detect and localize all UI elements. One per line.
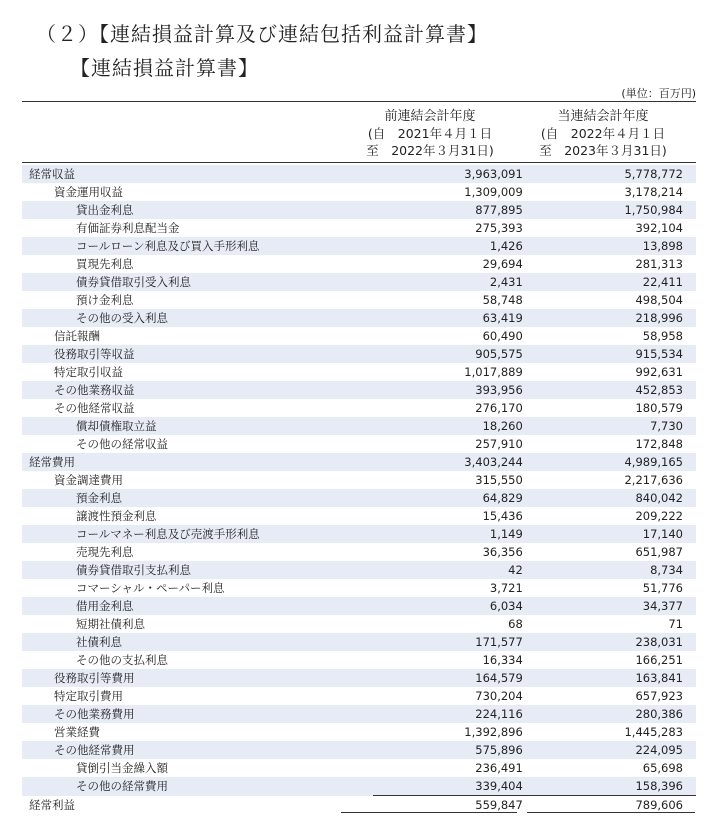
bottom-rule-current [527, 812, 695, 813]
current-year-value: 789,606 [533, 796, 696, 815]
column-title: 当連結会計年度 [557, 109, 649, 124]
current-year-value: 281,313 [635, 257, 683, 271]
prior-year-value: 276,170 [475, 401, 523, 415]
table-row [22, 399, 696, 417]
prior-year-value: 36,356 [482, 545, 523, 559]
row-label: 経常収益 [22, 165, 373, 183]
current-year-value: 17,140 [533, 525, 696, 543]
table-row [22, 615, 696, 633]
table-row [22, 669, 696, 687]
statement-title: （２）【連結損益計算及び連結包括利益計算書】 [36, 22, 488, 46]
prior-year-value: 575,896 [373, 741, 533, 759]
row-label: 役務取引等収益 [22, 345, 373, 363]
current-year-value: 224,095 [533, 741, 696, 759]
current-year-value: 163,841 [533, 669, 696, 687]
row-label: 売現先利息 [76, 545, 134, 559]
current-year-value: 7,730 [533, 417, 696, 435]
income-statement-table [22, 165, 696, 814]
period-to: 至 2023年３月31日) [539, 143, 667, 158]
current-year-value: 5,778,772 [533, 165, 696, 183]
table-row [22, 777, 696, 796]
prior-year-value: 6,034 [373, 597, 533, 615]
prior-year-value: 171,577 [373, 633, 533, 651]
current-year-value: 51,776 [642, 581, 683, 595]
table-row [22, 651, 696, 669]
prior-year-value: 339,404 [373, 777, 533, 796]
prior-year-value: 1,149 [373, 525, 533, 543]
prior-year-value: 18,260 [373, 417, 533, 435]
row-label: 預金利息 [22, 489, 373, 507]
table-row [22, 327, 696, 345]
current-year-value: 915,534 [533, 345, 696, 363]
current-year-value: 392,104 [635, 221, 683, 235]
prior-year-value: 1,017,889 [464, 365, 523, 379]
table-row [22, 723, 696, 741]
table-row [22, 417, 696, 435]
table-row [22, 597, 696, 615]
table-row [22, 561, 696, 579]
prior-year-value: 29,694 [482, 257, 523, 271]
row-label: その他業務費用 [22, 705, 373, 723]
prior-year-value: 42 [373, 561, 533, 579]
row-label: 特定取引費用 [54, 689, 123, 703]
prior-year-value: 730,204 [475, 689, 523, 703]
row-label: その他経常収益 [54, 401, 135, 415]
table-row [22, 363, 696, 381]
prior-year-value: 2,431 [373, 273, 533, 291]
current-year-value: 452,853 [533, 381, 696, 399]
table-row [22, 471, 696, 489]
column-header-current-year [518, 108, 688, 159]
current-year-value: 172,848 [635, 437, 683, 451]
current-year-value: 651,987 [635, 545, 683, 559]
table-row [22, 759, 696, 777]
prior-year-value: 3,403,244 [373, 453, 533, 471]
row-label: その他の経常費用 [22, 777, 373, 796]
current-year-value: 71 [668, 617, 683, 631]
column-title: 前連結会計年度 [384, 109, 476, 124]
prior-year-value: 905,575 [373, 345, 533, 363]
table-row [22, 309, 696, 327]
period-to: 至 2022年３月31日) [366, 143, 494, 158]
row-label: 経常費用 [22, 453, 373, 471]
current-year-value: 22,411 [533, 273, 696, 291]
table-row [22, 579, 696, 597]
column-header-prior-year [345, 108, 515, 159]
row-label: その他の受入利息 [22, 309, 373, 327]
prior-year-value: 3,721 [489, 581, 523, 595]
row-label: その他業務収益 [22, 381, 373, 399]
table-row [22, 165, 696, 183]
row-label: コマーシャル・ペーパー利息 [76, 581, 225, 595]
prior-year-value: 559,847 [373, 796, 533, 815]
prior-year-value: 275,393 [475, 221, 523, 235]
table-row [22, 255, 696, 273]
row-label: 債券貸借取引支払利息 [22, 561, 373, 579]
row-label: 預け金利息 [76, 293, 134, 307]
current-year-value: 3,178,214 [624, 185, 683, 199]
row-label: 役務取引等費用 [22, 669, 373, 687]
prior-year-value: 16,334 [482, 653, 523, 667]
row-label: 借用金利息 [22, 597, 373, 615]
row-label: その他経常費用 [22, 741, 373, 759]
current-year-value: 840,042 [533, 489, 696, 507]
current-year-value: 2,217,636 [624, 473, 683, 487]
current-year-value: 498,504 [635, 293, 683, 307]
table-row [22, 381, 696, 399]
table-row [22, 525, 696, 543]
row-label: その他の経常収益 [76, 437, 168, 451]
table-row [22, 345, 696, 363]
table-row [22, 273, 696, 291]
current-year-value: 209,222 [635, 509, 683, 523]
table-row [22, 183, 696, 201]
table-row [22, 435, 696, 453]
table-row [22, 489, 696, 507]
prior-year-value: 58,748 [482, 293, 523, 307]
current-year-value: 180,579 [635, 401, 683, 415]
unit-label: (単位：百万円) [621, 87, 696, 100]
table-row [22, 453, 696, 471]
current-year-value: 280,386 [533, 705, 696, 723]
row-label: 債券貸借取引受入利息 [22, 273, 373, 291]
prior-year-value: 68 [508, 617, 523, 631]
table-row [22, 237, 696, 255]
table-row [22, 741, 696, 759]
row-label: 買現先利息 [76, 257, 134, 271]
prior-year-value: 224,116 [373, 705, 533, 723]
period-from: (自 2022年４月１日 [540, 126, 666, 141]
current-year-value: 166,251 [635, 653, 683, 667]
table-row [22, 201, 696, 219]
current-year-value: 238,031 [533, 633, 696, 651]
current-year-value: 218,996 [533, 309, 696, 327]
row-label: 貸出金利息 [22, 201, 373, 219]
row-label: コールマネー利息及び売渡手形利息 [22, 525, 373, 543]
prior-year-value: 315,550 [475, 473, 523, 487]
row-label: 特定取引収益 [54, 365, 123, 379]
prior-year-value: 15,436 [482, 509, 523, 523]
current-year-value: 992,631 [635, 365, 683, 379]
header-top-rule [22, 101, 696, 102]
table-row [22, 219, 696, 237]
prior-year-value: 257,910 [475, 437, 523, 451]
prior-year-value: 63,419 [373, 309, 533, 327]
row-label: 償却債権取立益 [22, 417, 373, 435]
row-label: 有価証券利息配当金 [76, 221, 180, 235]
prior-year-value: 1,426 [373, 237, 533, 255]
row-label: 短期社債利息 [76, 617, 145, 631]
prior-year-value: 3,963,091 [373, 165, 533, 183]
row-label: 譲渡性預金利息 [76, 509, 157, 523]
row-label: その他の支払利息 [76, 653, 168, 667]
table-row [22, 633, 696, 651]
statement-subtitle: 【連結損益計算書】 [70, 56, 259, 80]
table-row [22, 507, 696, 525]
current-year-value: 58,958 [642, 329, 683, 343]
current-year-value: 8,734 [533, 561, 696, 579]
prior-year-value: 236,491 [475, 761, 523, 775]
row-label: 資金調達費用 [54, 473, 123, 487]
current-year-value: 34,377 [533, 597, 696, 615]
prior-year-value: 1,392,896 [464, 725, 523, 739]
row-label: 資金運用収益 [54, 185, 123, 199]
current-year-value: 158,396 [533, 777, 696, 796]
current-year-value: 13,898 [533, 237, 696, 255]
bottom-rule-prior [341, 812, 517, 813]
row-label: 経常利益 [29, 797, 75, 812]
table-row [22, 687, 696, 705]
prior-year-value: 164,579 [373, 669, 533, 687]
current-year-value: 657,923 [635, 689, 683, 703]
prior-year-value: 393,956 [373, 381, 533, 399]
row-label: 信託報酬 [54, 329, 100, 343]
current-year-value: 1,750,984 [533, 201, 696, 219]
table-row [22, 291, 696, 309]
current-year-value: 1,445,283 [624, 725, 683, 739]
prior-year-value: 877,895 [373, 201, 533, 219]
header-bottom-rule [22, 162, 696, 163]
prior-year-value: 64,829 [373, 489, 533, 507]
table-row [22, 543, 696, 561]
current-year-value: 65,698 [642, 761, 683, 775]
row-label: 貸倒引当金繰入額 [76, 761, 168, 775]
row-label: 営業経費 [54, 725, 100, 739]
row-label: コールローン利息及び買入手形利息 [22, 237, 373, 255]
row-label: 社債利息 [22, 633, 373, 651]
prior-year-value: 1,309,009 [464, 185, 523, 199]
table-row [22, 705, 696, 723]
prior-year-value: 60,490 [482, 329, 523, 343]
current-year-value: 4,989,165 [533, 453, 696, 471]
period-from: (自 2021年４月１日 [367, 126, 493, 141]
